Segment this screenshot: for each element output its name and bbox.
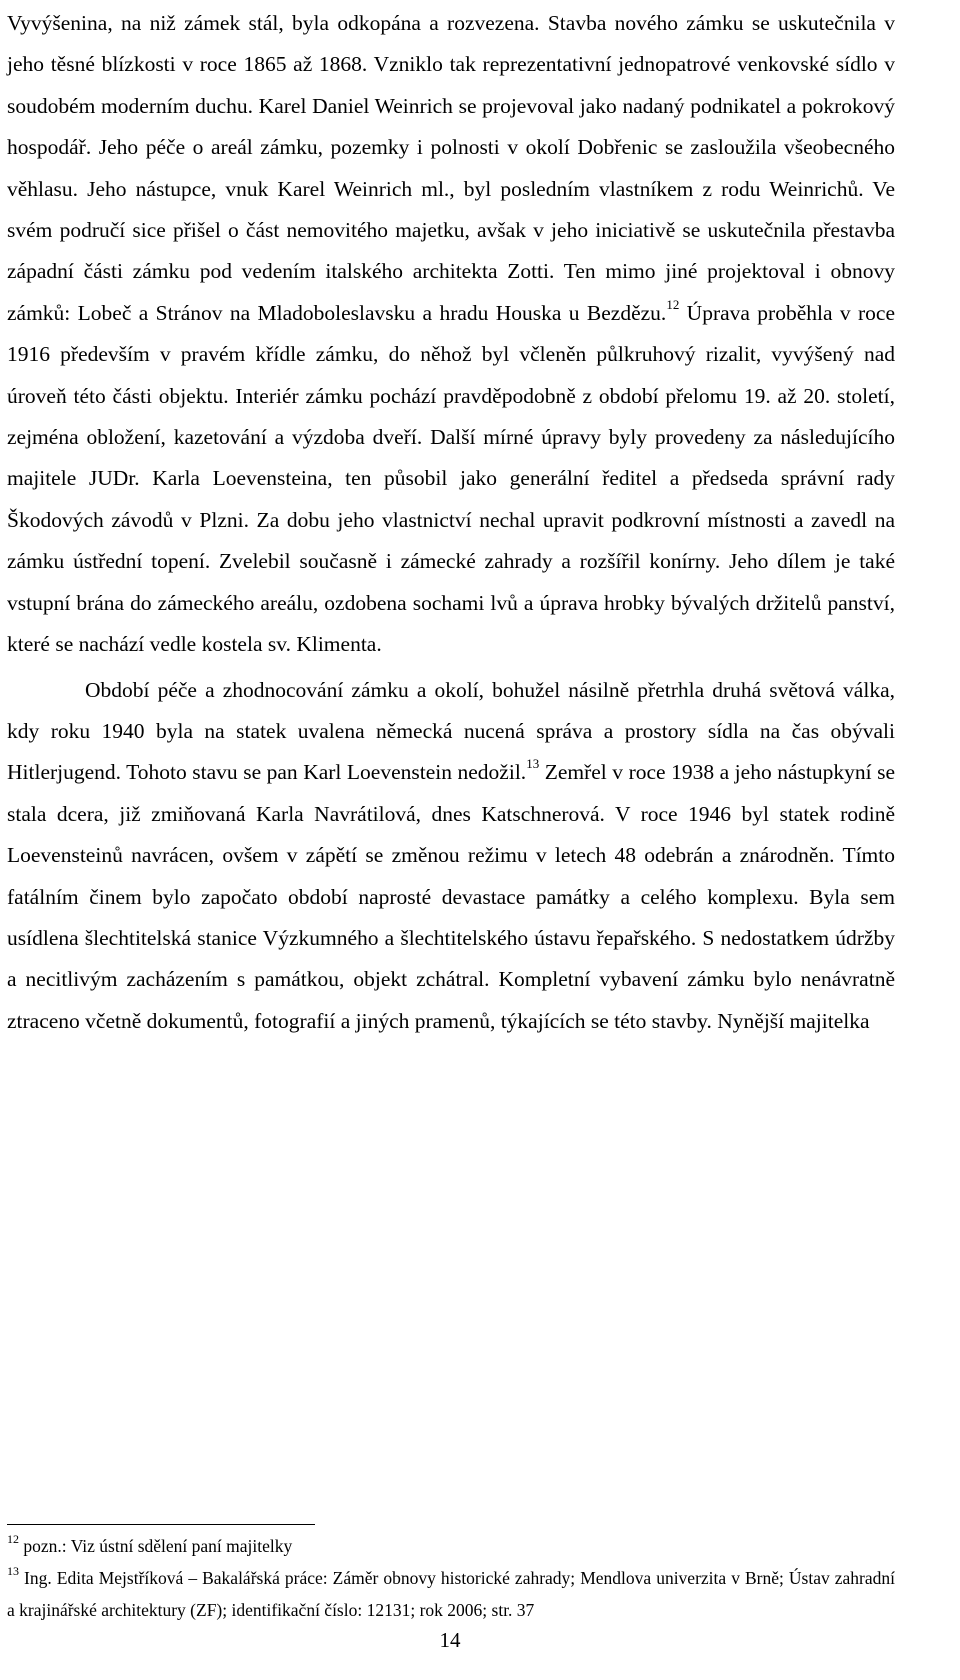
footnote-reference[interactable]: 12: [666, 296, 680, 312]
paragraph-text: Období péče a zhodnocování zámku a okolí, bohužel násilně přetrhla druhá světová válka, kdy roku 1940 byla na statek uvalena německá nucená správa a prostory sídla na čas obývali Hitlerjugend. Tohoto stavu se pan Karl Loevenstein nedožil.: [7, 677, 895, 785]
paragraph: [7, 670, 895, 1043]
footnote-separator: [7, 1524, 315, 1525]
paragraph-text: Vyvýšenina, na niž zámek stál, byla odkopána a rozvezena. Stavba nového zámku se uskutečnila v jeho těsné blízkosti v roce 1865 až 1868. Vzniklo tak reprezentativní jednopatrové venkovské sídlo v soudobém moderním duchu. Karel Daniel Weinrich se projevoval jako nadaný podnikatel a pokrokový hospodář. Jeho péče o areál zámku, pozemky i polnosti v okolí Dobřenic se zasloužila všeobecného věhlasu. Jeho nástupce, vnuk Karel Weinrich ml., byl posledním vlastníkem z rodu Weinrichů. Ve svém područí sice přišel o část nemovitého majetku, avšak v jeho iniciativě se uskutečnila přestavba západní části zámku pod vedením italského architekta Zotti. Ten mimo jiné projektoval i obnovy zámků: Lobeč a Stránov na Mladoboleslavsku a hradu Houska u Bezdězu.: [7, 11, 895, 325]
footnote: [7, 1562, 895, 1626]
paragraph: [7, 0, 895, 666]
footnote-number: 12: [7, 1532, 19, 1547]
paragraph-text: Úprava proběhla v roce 1916 především v pravém křídle zámku, do něhož byl včleněn půlkruhový rizalit, vyvýšený nad úroveň této části objektu. Interiér zámku pochází pravděpodobně z období přelomu 19. až 20. století, zejména obložení, kazetování a výzdoba dveří. Další mírné úpravy byly provedeny za následujícího majitele JUDr. Karla Loevensteina, ten působil jako generální ředitel a předseda správní rady Škodových závodů v Plzni. Za dobu jeho vlastnictví nechal upravit podkrovní místnosti a zavedl na zámku ústřední topení. Zvelebil současně i zámecké zahrady a rozšířil konírny. Jeho dílem je také vstupní brána do zámeckého areálu, ozdobena sochami lvů a úprava hrobky bývalých držitelů panství, které se nachází vedle kostela sv. Klimenta.: [7, 300, 895, 657]
footnotes: [7, 1530, 895, 1626]
footnote-reference[interactable]: 13: [526, 756, 540, 772]
footnote: [7, 1530, 895, 1562]
footnote-text: pozn.: Viz ústní sdělení paní majitelky: [19, 1536, 293, 1556]
page-number: 14: [439, 1628, 461, 1652]
page-body: [7, 0, 895, 1042]
paragraph-text: Zemřel v roce 1938 a jeho nástupkyní se stala dcera, již zmiňovaná Karla Navrátilová, dnes Katschnerová. V roce 1946 byl statek rodině Loevensteinů navrácen, ovšem v zápětí se změnou režimu v letech 48 odebrán a znárodněn. Tímto fatálním činem bylo započato období naprosté devastace památky a celého komplexu. Byla sem usídlena šlechtitelská stanice Výzkumného a šlechtitelského ústavu řepařského. S nedostatkem údržby a necitlivým zacházením s památkou, objekt zchátral. Kompletní vybavení zámku bylo nenávratně ztraceno včetně dokumentů, fotografií a jiných pramenů, týkajících se této stavby. Nynější majitelka: [7, 760, 895, 1033]
footnote-text: Ing. Edita Mejstříková – Bakalářská práce: Záměr obnovy historické zahrady; Mendlova univerzita v Brně; Ústav zahradní a krajinářské architektury (ZF); identifikační číslo: 12131; rok 2006; str. 37: [7, 1568, 895, 1620]
footnote-number: 13: [7, 1564, 19, 1579]
